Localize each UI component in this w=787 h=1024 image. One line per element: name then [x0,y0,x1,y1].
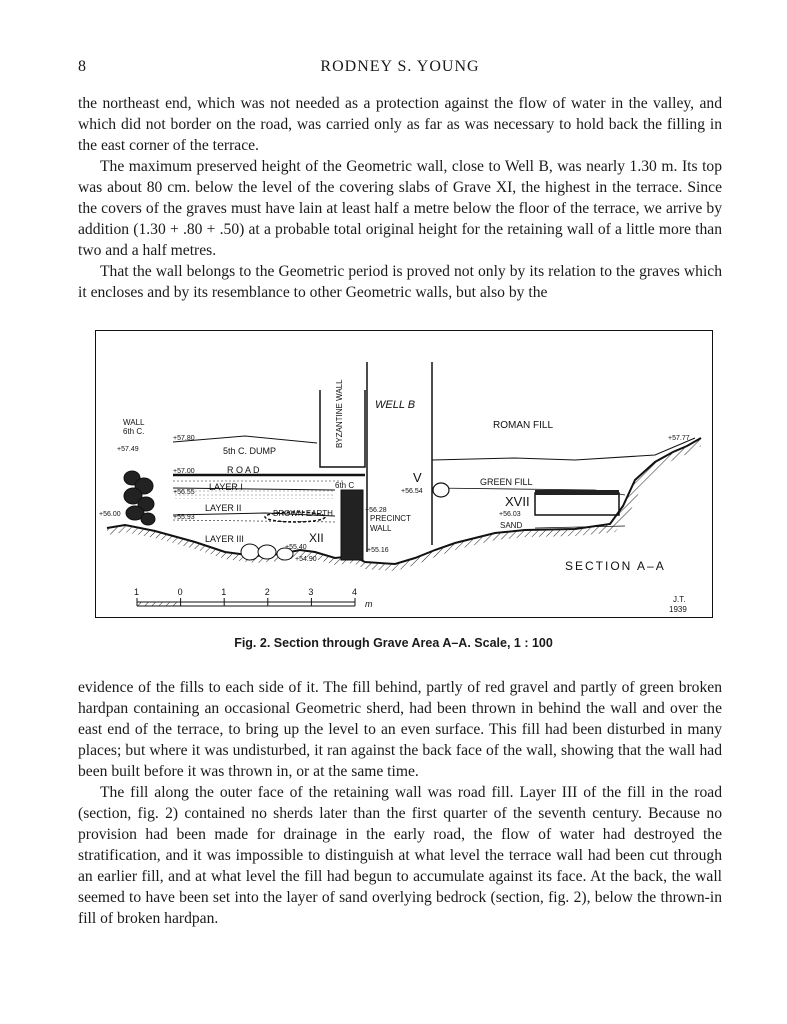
label-year: 1939 [669,605,687,614]
elevation-label: +56.55 [173,489,195,496]
label-scale-unit: m [365,599,373,609]
section-drawing [95,330,713,618]
label-layer2: LAYER II [205,503,242,513]
layer1-line [173,488,335,490]
page-number: 8 [78,58,86,75]
scale-tick-label: 0 [177,587,183,597]
label-dump: 5th C. DUMP [223,446,277,456]
elevation-label: +56.00 [99,511,121,518]
figure-caption: Fig. 2. Section through Grave Area A–A. Scale, 1 : 100 [234,636,553,650]
label-grave-xvii: XVII [505,494,530,509]
label-brown-earth: BROWN EARTH [273,509,333,518]
paragraph: the northeast end, which was not needed as a protection against the flow of water in the valley, and which did not border on the road, was carried only as far as was necessary to hold back the filling in the east corner of the terrace. [78,95,722,154]
elevation-label: +57.00 [173,468,195,475]
paragraph: evidence of the fills to each side of it. The fill behind, partly of red gravel and partly of green broken hardpan containing an occasional Geometric sherd, had been thrown in behind the wall and over the east end of the terrace, to bring up the level to an even surface. This fill had been disturbed in many places; but where it was undisturbed, it ran against the back face of the wall, showing that the wall had been built before it was thrown in, or at the same time. [78,679,722,780]
label-layer3: LAYER III [205,534,244,544]
layer1-fill [173,490,335,499]
grave-xvii [535,493,619,515]
label-section: SECTION A–A [565,559,666,573]
scale-tick-label: 1 [221,587,227,597]
scale-tick-label: 4 [352,587,358,597]
label-precinct: PRECINCT [370,514,411,523]
paragraph: That the wall belongs to the Geometric period is proved not only by its relation to the graves which it encloses and by its resemblance to other Geometric walls, but also by the [78,263,722,301]
label-grave-v: V [413,470,422,485]
wall-6th-c [124,471,155,525]
section-figure [95,330,713,618]
elevation-label: +55.40 [285,544,307,551]
page-header [78,58,722,80]
elevation-label: +57.49 [117,446,139,453]
elevation-label: +57.80 [173,435,195,442]
elevation-label: +56.28 [365,507,387,514]
label-green-fill: GREEN FILL [480,477,533,487]
paragraph: The fill along the outer face of the retaining wall was road fill. Layer III of the fill in the road (section, fig. 2) contained no sherds later than the first quarter of the seventh century. Because no provision had been made for drainage in the early road, the flow of water had destroyed the stratification, and it was impossible to distinguish at what level the terrace wall had been cut through an earlier fill, and at what level the fill had begun to accumulate against its face. At the back, the wall seemed to have been set into the layer of sand overlying bedrock (section, fig. 2), below the thrown-in fill of broken hardpan. [78,784,722,927]
scale-tick-label: 3 [308,587,314,597]
label-roman-fill: ROMAN FILL [493,420,554,431]
scale-bar [137,602,355,606]
paragraph: The maximum preserved height of the Geometric wall, close to Well B, was nearly 1.30 m. Its top was about 80 cm. below the level of the covering slabs of Grave XI, the highest in the terrace. Since the covers of the graves must have lain at least half a metre below the floor of the terrace, we arrive by addition (1.30 + .80 + .50) at a probable total original height for the retaining wall of a little more than two and a half metres. [78,158,722,259]
elevation-label: +57.77 [668,435,690,442]
grave-xvii-cover [535,490,619,495]
label-sand: SAND [500,521,523,530]
label-layer1: LAYER I [209,482,243,492]
running-head: RODNEY S. YOUNG [320,58,480,75]
label-grave-xii: XII [309,531,324,545]
scale-tick-label: 2 [264,587,270,597]
label-well-b: WELL B [375,399,416,411]
grave-v [433,483,449,497]
scale-tick-label: 1 [134,587,140,597]
label-byzantine: BYZANTINE WALL [335,379,344,448]
label-wall-6c: 6th C. [123,427,145,436]
precinct-wall [341,490,363,560]
label-initials: J.T. [673,595,686,604]
elevation-label: +54.90 [295,556,317,563]
elevation-label: +55.93 [173,514,195,521]
label-road: R O A D [227,465,260,475]
label-precinct-wall: WALL [370,524,392,533]
elevation-label: +55.16 [367,547,389,554]
label-wall: WALL [123,418,145,427]
label-6th-c: 6th C [335,481,355,490]
elevation-label: +56.03 [499,511,521,518]
elevation-label: +56.54 [401,488,423,495]
text-block-top [78,93,722,303]
text-block-bottom [78,677,722,929]
roman-fill-line [432,438,695,460]
